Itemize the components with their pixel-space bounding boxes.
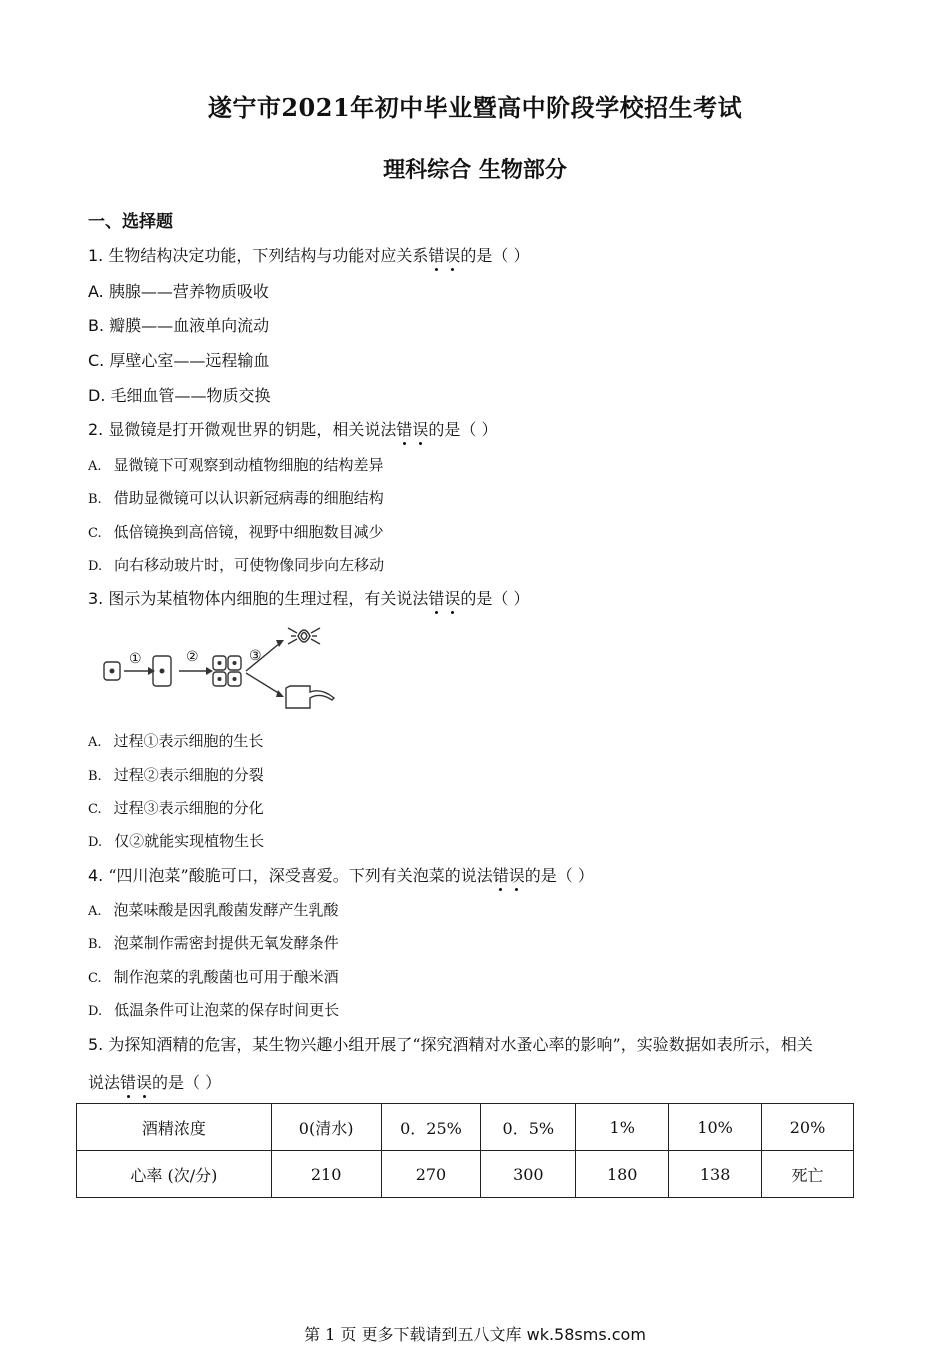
option-a: A. 过程①表示细胞的生长: [88, 732, 264, 750]
option-b: B. 过程②表示细胞的分裂: [88, 766, 264, 784]
option-a: A. 泡菜味酸是因乳酸菌发酵产生乳酸: [88, 901, 339, 919]
arrowhead: [276, 690, 284, 697]
option-c: C. 制作泡菜的乳酸菌也可用于酿米酒: [88, 968, 339, 986]
table-row: [77, 1151, 854, 1198]
alcohol-heart-rate-table: [76, 1103, 854, 1198]
question-2-stem: 2. 显微镜是打开微观世界的钥匙，相关说法错误的是（ ）: [88, 417, 498, 440]
step-label: ①: [129, 651, 142, 667]
emphasis-char: 错: [428, 243, 444, 266]
emphasis-char: 错: [428, 586, 444, 609]
table-cell: 270: [381, 1151, 481, 1198]
option-b: B. 借助显微镜可以认识新冠病毒的细胞结构: [88, 489, 384, 507]
emphasis-char: 误: [444, 243, 460, 266]
arrowhead: [148, 667, 155, 675]
cell-process-diagram: [98, 618, 344, 714]
nucleus: [218, 661, 222, 665]
table-cell: 0．25%: [381, 1104, 481, 1151]
question-5-stem: 5. 为探知酒精的危害，某生物兴趣小组开展了“探究酒精对水蚤心率的影响”，实验数据如表所示，相关: [88, 1035, 813, 1054]
step-label: ②: [186, 649, 199, 665]
question-number: 2.: [88, 420, 104, 439]
question-1-stem: 1. 生物结构决定功能，下列结构与功能对应关系错误的是（ ）: [88, 243, 530, 266]
option-a: A. 胰腺——营养物质吸收: [88, 282, 269, 301]
table-row: [77, 1104, 854, 1151]
emphasis-char: 错: [396, 417, 412, 440]
table-cell: 0．5%: [481, 1104, 576, 1151]
footer-page: 第 1 页 更多下载请到五八文库: [304, 1325, 522, 1344]
question-5-stem-cont: 说法错误的是（ ）: [88, 1070, 221, 1093]
nucleus: [160, 669, 165, 674]
table-cell: 酒精浓度: [77, 1104, 272, 1151]
table-cell: 死亡: [762, 1151, 854, 1198]
emphasis-char: 误: [136, 1070, 152, 1093]
table-cell: 300: [481, 1151, 576, 1198]
question-3-stem: 3. 图示为某植物体内细胞的生理过程，有关说法错误的是（ ）: [88, 586, 530, 609]
exam-title: 遂宁市2021年初中毕业暨高中阶段学校招生考试: [207, 93, 743, 122]
table-cell: 180: [576, 1151, 669, 1198]
table-cell: 20%: [762, 1104, 854, 1151]
arrow-3-down: [246, 673, 280, 694]
emphasis-char: 误: [444, 586, 460, 609]
exam-subtitle: 理科综合 生物部分: [383, 157, 567, 183]
question-number: 3.: [88, 589, 104, 608]
question-number: 4.: [88, 866, 104, 885]
section-title: 一、选择题: [88, 212, 173, 232]
page-footer: [0, 1322, 950, 1345]
table-cell: 10%: [669, 1104, 762, 1151]
nucleus: [233, 661, 237, 665]
footer-site-link[interactable]: wk.58sms.com: [526, 1325, 646, 1344]
nucleus: [233, 677, 237, 681]
option-a: A. 显微镜下可观察到动植物细胞的结构差异: [88, 456, 384, 474]
question-number: 5.: [88, 1035, 104, 1054]
table-cell: 1%: [576, 1104, 669, 1151]
table-cell: 210: [271, 1151, 381, 1198]
nucleus: [218, 677, 222, 681]
table-cell: 138: [669, 1151, 762, 1198]
option-c: C. 低倍镜换到高倍镜，视野中细胞数目减少: [88, 523, 384, 541]
option-c: C. 过程③表示细胞的分化: [88, 799, 264, 817]
option-d: D. 低温条件可让泡菜的保存时间更长: [88, 1001, 340, 1019]
root-hair-cell: [286, 686, 334, 708]
option-b: B. 瓣膜——血液单向流动: [88, 316, 270, 335]
question-number: 1.: [88, 246, 104, 265]
option-b: B. 泡菜制作需密封提供无氧发酵条件: [88, 934, 339, 952]
emphasis-char: 误: [412, 417, 428, 440]
step-label: ③: [249, 648, 262, 664]
option-d: D. 向右移动玻片时，可使物像同步向左移动: [88, 556, 385, 574]
question-4-stem: 4. “四川泡菜”酸脆可口，深受喜爱。下列有关泡菜的说法错误的是（ ）: [88, 863, 594, 886]
arrowhead: [206, 667, 213, 675]
option-d: D. 仅②就能实现植物生长: [88, 832, 265, 850]
guard-cell: [288, 628, 320, 644]
option-d: D. 毛细血管——物质交换: [88, 386, 271, 405]
nucleus: [110, 669, 115, 674]
table-cell: 心率 (次/分): [77, 1151, 272, 1198]
emphasis-char: 错: [120, 1070, 136, 1093]
table-cell: 0(清水): [271, 1104, 381, 1151]
emphasis-char: 误: [509, 863, 525, 886]
emphasis-char: 错: [493, 863, 509, 886]
option-c: C. 厚壁心室——远程输血: [88, 351, 270, 370]
